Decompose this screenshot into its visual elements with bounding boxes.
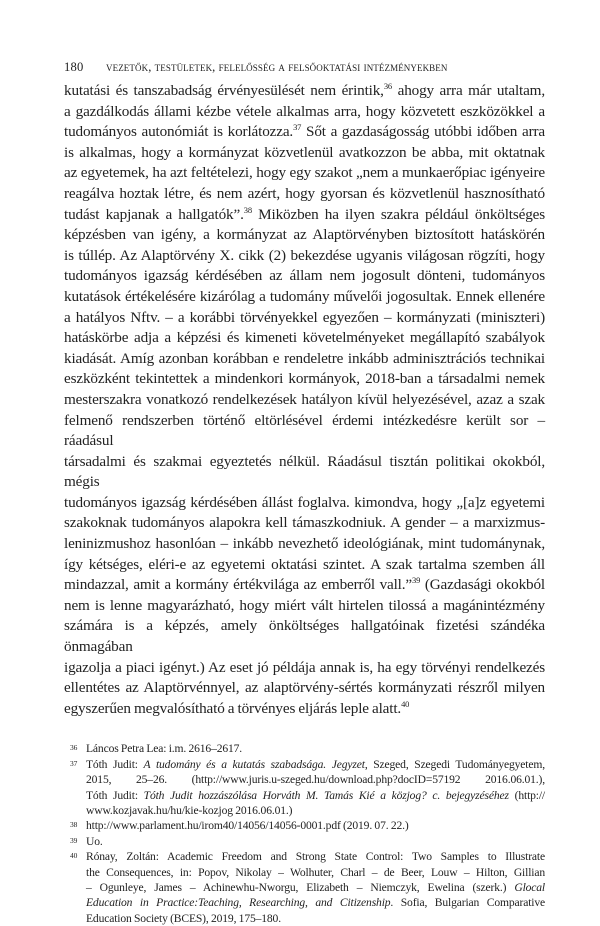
text-run: (Gazdasági okokból — [420, 576, 545, 594]
text-line — [64, 349, 545, 370]
footnote-line — [86, 911, 545, 926]
text-run: http://www.parlament.hu/irom40/14056/14056-0001.pdf (2019. 07. 22.) — [86, 819, 409, 833]
italic-title: Education in Practice:Teaching, Researching, and Citizenship — [86, 896, 391, 910]
page-number: 180 — [64, 60, 84, 74]
italic-title: Glocal — [514, 881, 545, 895]
footnote-line — [86, 788, 545, 803]
text-run: nem is lenne magyarázható, hogy miért vált hirtelen tilossá a magánintézmény — [64, 596, 545, 614]
footnote-line — [86, 803, 545, 818]
text-line — [64, 534, 545, 555]
footnote-36 — [70, 741, 545, 756]
text-line — [64, 369, 545, 390]
text-line — [64, 596, 545, 617]
footnote-line — [86, 741, 545, 756]
text-run: , Szeged, Szegedi Tudományegyetem, — [364, 757, 545, 771]
text-run: kiadását. Amíg azonban korábban e rendeletre inkább adminisztrációs technikai — [64, 349, 545, 367]
text-run: 2015, 25–26. (http://www.juris.u-szeged.hu/download.php?docID=57192 2016.06.01.), — [86, 773, 545, 787]
text-run: eszközként tekintettek a mindenkori kormányok, 2018-ban a társadalmi nemek — [64, 370, 545, 388]
text-line — [64, 575, 545, 596]
text-run: Rónay, Zoltán: Academic Freedom and Strong State Control: Two Samples to Illustrate — [86, 850, 545, 864]
text-run: ahogy arra már utaltam, — [392, 82, 545, 99]
footnote-reference: 37 — [293, 122, 302, 133]
text-line — [64, 205, 545, 226]
text-run: felmenő rendszerben történő eltörlésével érdemi intézkedésre került sor – ráadásul — [64, 411, 545, 450]
text-run: mindazzal, amit a kormány értékvilága az emberről vall.” — [64, 576, 412, 594]
text-run: Tóth Judit: — [86, 788, 144, 802]
text-line — [64, 81, 545, 102]
text-line — [64, 143, 545, 164]
text-line — [64, 616, 545, 657]
text-run: tudományos autonómiát is korlátozza. — [64, 123, 294, 141]
footnote-line — [86, 818, 545, 833]
footnote-38 — [70, 818, 545, 833]
text-line — [64, 411, 545, 452]
text-line — [64, 452, 545, 493]
text-line — [64, 658, 545, 679]
footnote-number: 40 — [70, 851, 78, 861]
footnote-reference: 40 — [401, 698, 410, 709]
footnote-number: 38 — [70, 820, 78, 830]
text-run: leninizmushoz hasonlóan – inkább nevezhető ideológiának, mint tudománynak, — [64, 535, 545, 553]
text-run: the Consequences, in: Popov, Nikolay – Wolhuter, Charl – de Beer, Louw – Hilton, Gillian — [86, 865, 545, 879]
text-run: így kétséges, eléri-e az egyetemi oktatási szintet. A szak tartalma szemben áll — [64, 555, 545, 573]
text-run: reagálva hoztak létre, és nem azért, hogy gyorsan és közvetlenül hasznosítható — [64, 184, 545, 202]
text-run: ellentétes az Alaptörvénnyel, az alaptörvény-sértés kormányzati részről milyen — [64, 679, 545, 697]
footnote-line — [86, 772, 545, 787]
text-run: is túllép. Az Alaptörvény X. cikk (2) bekezdése ugyanis világosan rögzíti, hogy — [64, 246, 545, 264]
text-line — [64, 246, 545, 267]
text-run: Uo. — [86, 834, 103, 848]
footnote-number: 39 — [70, 835, 78, 845]
text-line — [64, 102, 545, 123]
text-line — [64, 513, 545, 534]
text-run: a gazdálkodás állami kézbe vétele alkalmas arra, hogy közvetett eszközökkel a — [64, 102, 545, 120]
footnote-reference: 36 — [383, 81, 393, 91]
text-line — [64, 328, 545, 349]
text-run: igazolja a piaci igényt.) Az eset jó példája annak is, ha egy törvényi rendelkezés — [64, 658, 545, 676]
text-line — [64, 163, 545, 184]
text-run: szakoknak tudományos alapokra kell támaszkodniuk. A gender – a marxizmus- — [64, 514, 545, 532]
text-run: társadalmi és szakmai egyeztetés nélkül. Ráadásul tisztán politikai okokból, mégis — [64, 452, 545, 491]
footnote-number: 37 — [70, 758, 78, 768]
footnote-37 — [70, 757, 545, 819]
text-run: egyszerűen megvalósítható a törvényes eljárás leple alatt. — [64, 699, 402, 717]
footnote-39 — [70, 834, 545, 849]
text-line — [64, 287, 545, 308]
text-run: kutatási és tanszabadság érvényesülését nem érintik, — [64, 82, 384, 99]
footnote-line — [86, 865, 545, 880]
text-run: is alkalmas, hogy a kormányzat közvetlenül avatkozzon be abba, mit oktatnak — [64, 143, 545, 161]
running-head-title: vezetők, testületek, felelősség a felsőoktatási intézményekben — [106, 60, 448, 74]
text-line — [64, 225, 545, 246]
text-run: hatáskörbe adja a képzési és kimeneti követelményeket megállapító szabályok — [64, 329, 545, 347]
text-run: Miközben ha ilyen szakra például önköltséges — [251, 205, 545, 223]
footnotes — [70, 741, 545, 926]
text-line — [64, 122, 545, 143]
text-run: számára is a képzés, amely önköltséges hallgatóinak fizetési szándéka önmagában — [64, 617, 545, 656]
text-run: az egyetemek, ha azt feltételezi, hogy egy szakot „nem a munkaerőpiac igényeire — [64, 164, 545, 182]
footnote-40 — [70, 849, 545, 926]
text-line — [64, 555, 545, 576]
text-run: Tóth Judit: — [86, 757, 144, 771]
main-text — [64, 81, 545, 719]
footnote-number: 36 — [70, 743, 78, 753]
text-run: kutatások értékelésére kizárólag a tudomány művelői jogosultak. Ennek ellenére — [64, 287, 545, 305]
footnote-line — [86, 895, 545, 910]
text-run: Sőt a gazdaságosság utóbbi időben arra — [301, 123, 545, 141]
footnote-reference: 39 — [412, 575, 421, 586]
text-run: a hatályos Nftv. – a korábbi törvényekkel egyezően – kormányzati (miniszteri) — [64, 308, 545, 326]
footnote-line — [86, 834, 545, 849]
text-line — [64, 699, 545, 720]
running-head — [64, 60, 545, 78]
text-run: (http:// — [508, 788, 545, 802]
text-run: www.kozjavak.hu/hu/kie-kozjog 2016.06.01.) — [86, 804, 293, 818]
text-line — [64, 184, 545, 205]
italic-title: A tudomány és a kutatás szabadsága. Jegyzet — [143, 757, 365, 771]
footnote-line — [86, 880, 545, 895]
italic-title: Tóth Judit hozzászólása Horváth M. Tamás Kié a közjog? c. bejegyzéséhez — [143, 788, 509, 802]
text-run: tudományos igazság kérdésében az állam nem jogosult dönteni, tudományos — [64, 267, 545, 285]
text-run: képzésben van igény, a kormányzat az Alaptörvényben biztosított hatáskörén — [64, 226, 545, 244]
text-run: – Ogunleye, James – Achinewhu-Nworgu, Elizabeth – Niemczyk, Ewelina (szerk.) — [86, 881, 515, 895]
text-run: tudást kapjanak a hallgatók”. — [64, 205, 244, 223]
text-line — [64, 266, 545, 287]
footnote-reference: 38 — [243, 204, 252, 215]
footnote-line — [86, 757, 545, 772]
text-run: Láncos Petra Lea: i.m. 2616–2617. — [86, 742, 243, 756]
text-line — [64, 493, 545, 514]
text-run: mesterszakra vonatkozó rendelkezések hatályon kívül helyezésével, azaz a szak — [64, 390, 545, 408]
text-line — [64, 308, 545, 329]
footnote-line — [86, 849, 545, 864]
text-run: tudományos igazság kérdésében állást foglalva. kimondva, hogy „[a]z egyetemi — [64, 493, 545, 511]
text-run: Education Society (BCES), 2019, 175–180. — [86, 911, 281, 925]
text-run: . Sofia, Bulgarian Comparative — [390, 896, 545, 910]
text-line — [64, 390, 545, 411]
text-line — [64, 678, 545, 699]
